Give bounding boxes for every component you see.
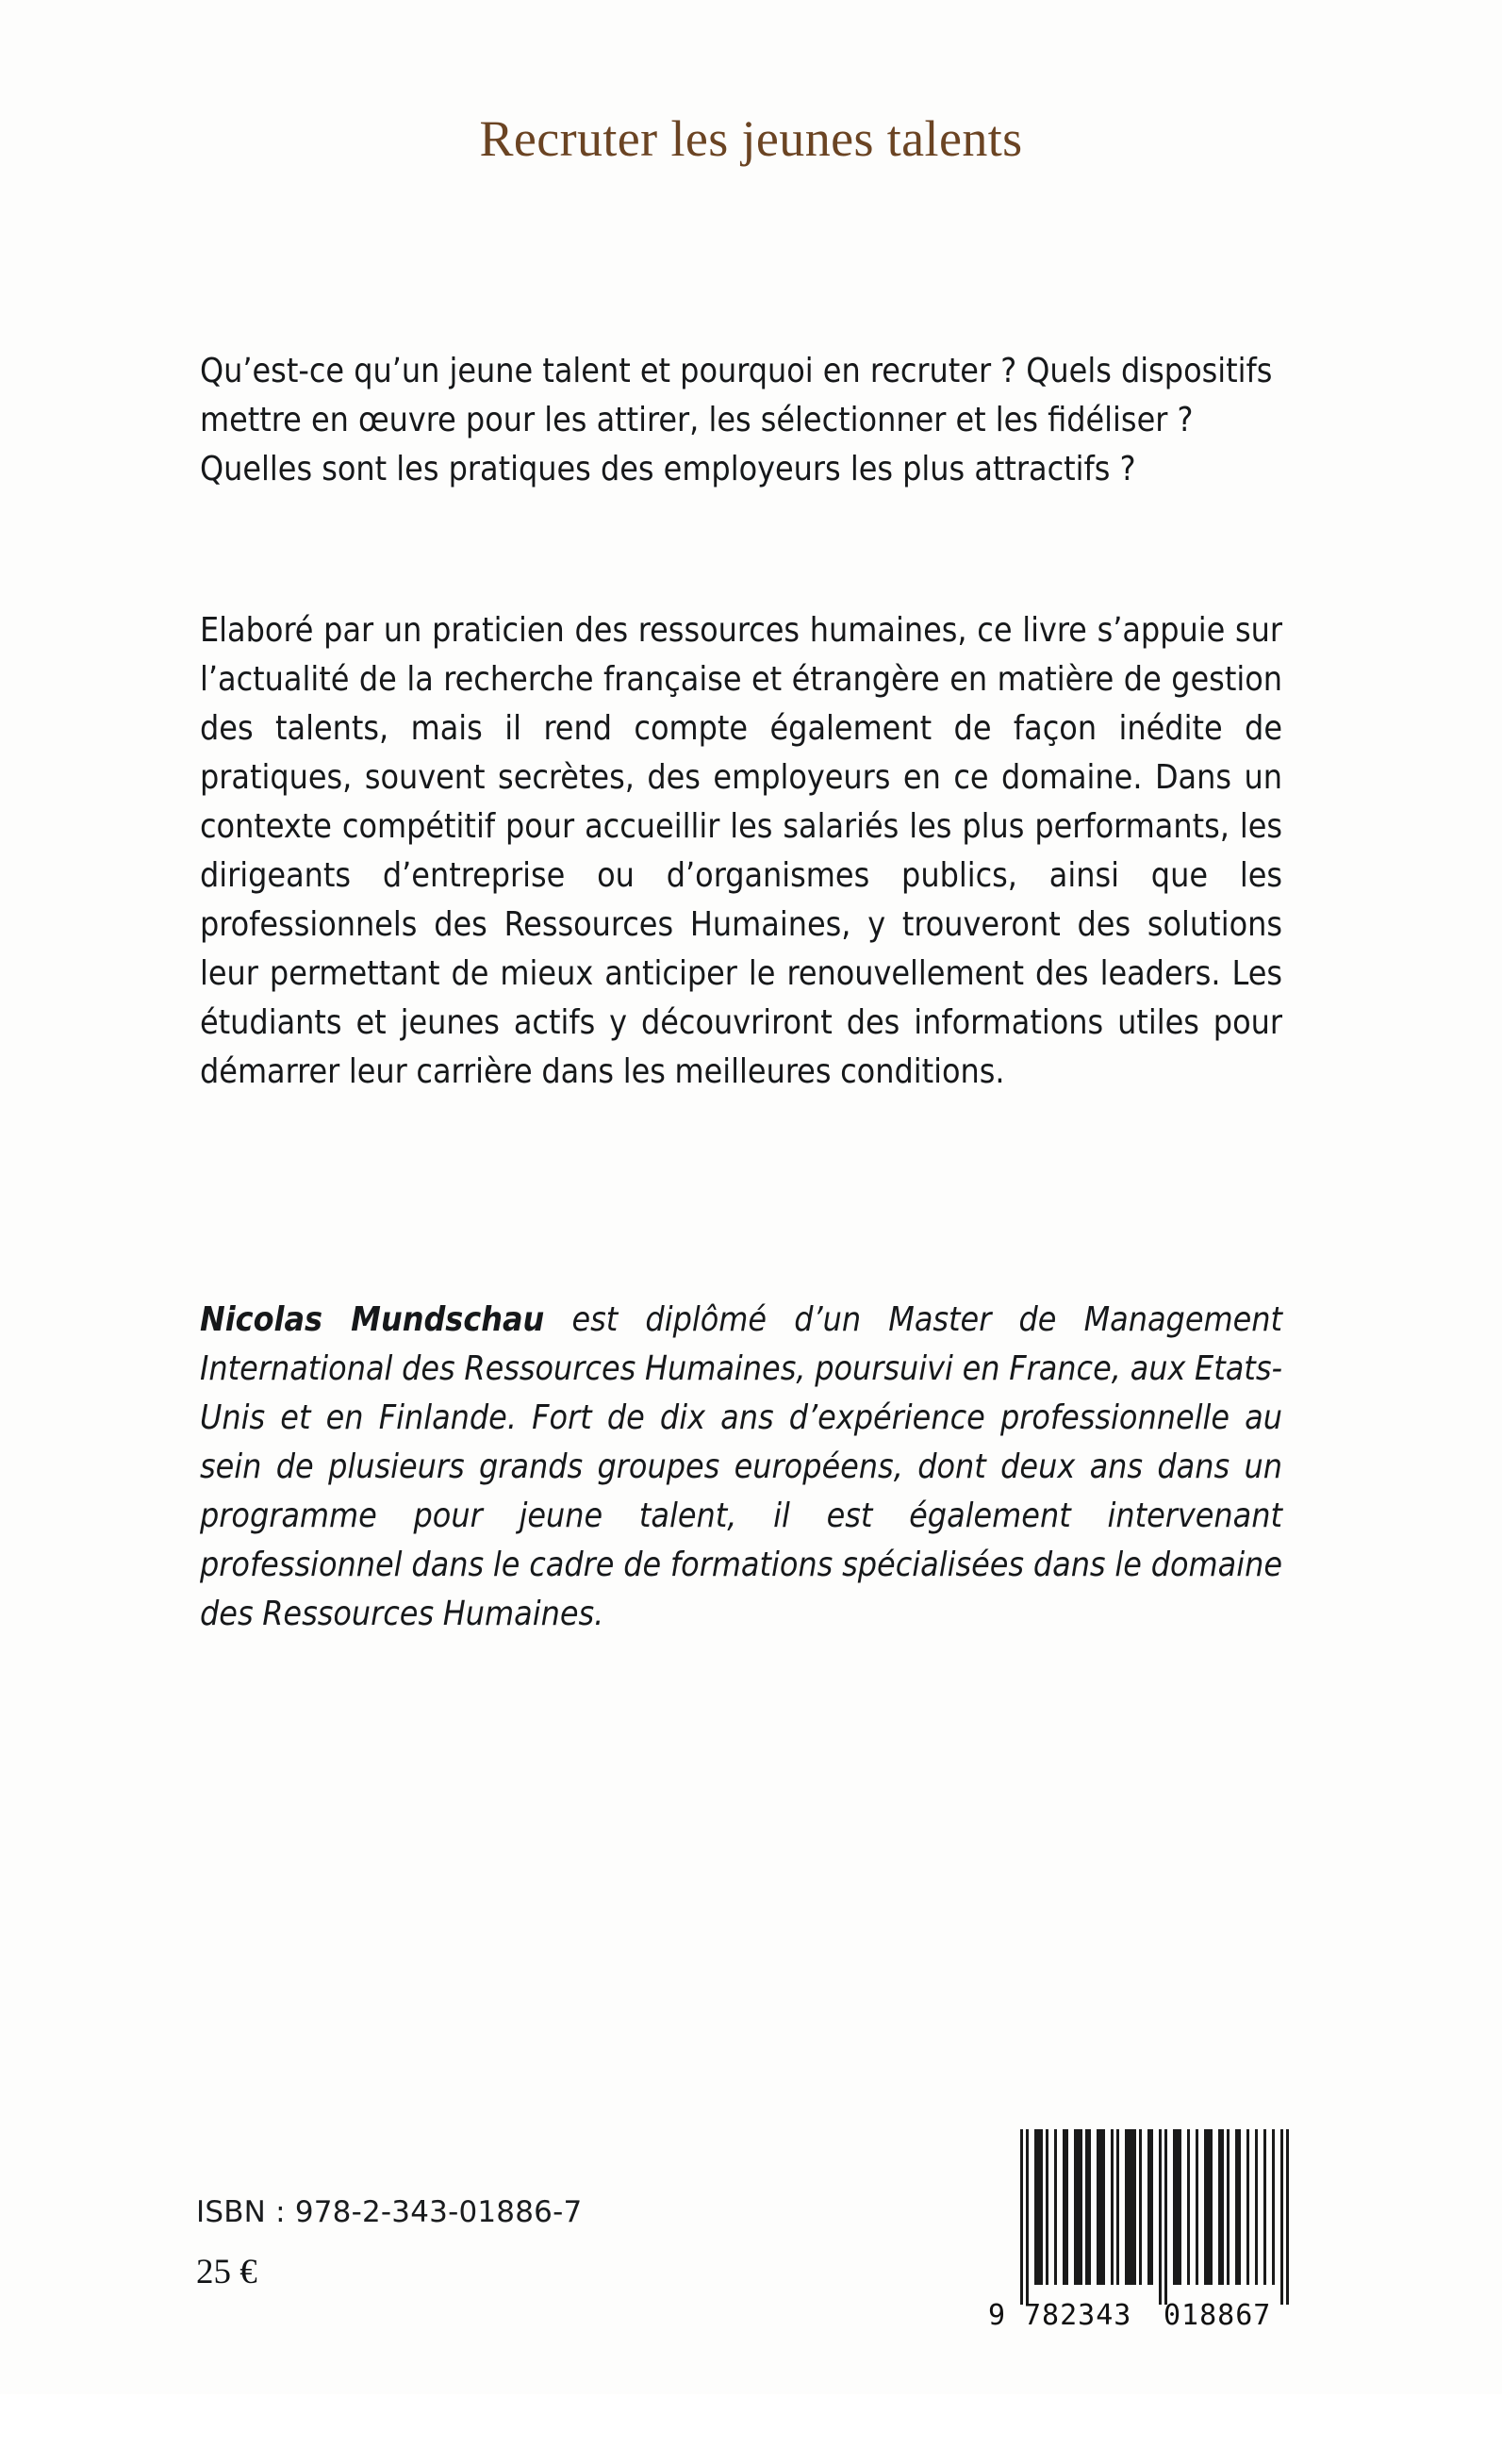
author-name: Nicolas Mundschau	[200, 1300, 545, 1339]
author-bio-text: est diplômé d’un Master de Management International des Ressources Humaines, poursuivi en France, aux Etats-Unis et en Finlande. Fort de dix ans d’expérience professionnelle au sein de plusieurs grands groupes européens, dont deux ans dans un programme pour jeune talent, il est également intervenant professionnel dans le cadre de formations spécialisées dans le domaine des Ressources Humaines.	[200, 1300, 1283, 1633]
intro-paragraph: Qu’est-ce qu’un jeune talent et pourquoi en recruter ? Quels dispositifs mettre en œuvre pour les attirer, les sélectionner et les fidéliser ? Quelles sont les pratiques des employeurs les plus attractifs ?	[200, 352, 1273, 488]
barcode-digits-right: 018867	[1164, 2299, 1272, 2332]
author-bio-paragraph	[200, 1296, 1282, 1639]
page-title: Recruter les jeunes talents	[479, 110, 1023, 167]
barcode-digits	[986, 2299, 1294, 2340]
body-paragraph: Elaboré par un praticien des ressources humaines, ce livre s’appuie sur l’actualité de la recherche française et étrangère en matière de gestion des talents, mais il rend compte également de façon inédite de pratiques, souvent secrètes, des employeurs en ce domaine. Dans un contexte compétitif pour accueillir les salariés les plus performants, les dirigeants d’entreprise ou d’organismes publics, ainsi que les professionnels des Ressources Humaines, y trouveront des solutions leur permettant de mieux anticiper le renouvellement des leaders. Les étudiants et jeunes actifs y découvriront des informations utiles pour démarrer leur carrière dans les meilleures conditions.	[200, 611, 1282, 1091]
barcode-digit-leading: 9	[988, 2299, 1007, 2332]
price-text: 25 €	[196, 2253, 257, 2291]
barcode-digits-left: 782343	[1024, 2299, 1132, 2332]
ean13-barcode	[986, 2129, 1294, 2344]
barcode-bars	[986, 2129, 1294, 2305]
isbn-text: ISBN : 978-2-343-01886-7	[196, 2195, 583, 2229]
